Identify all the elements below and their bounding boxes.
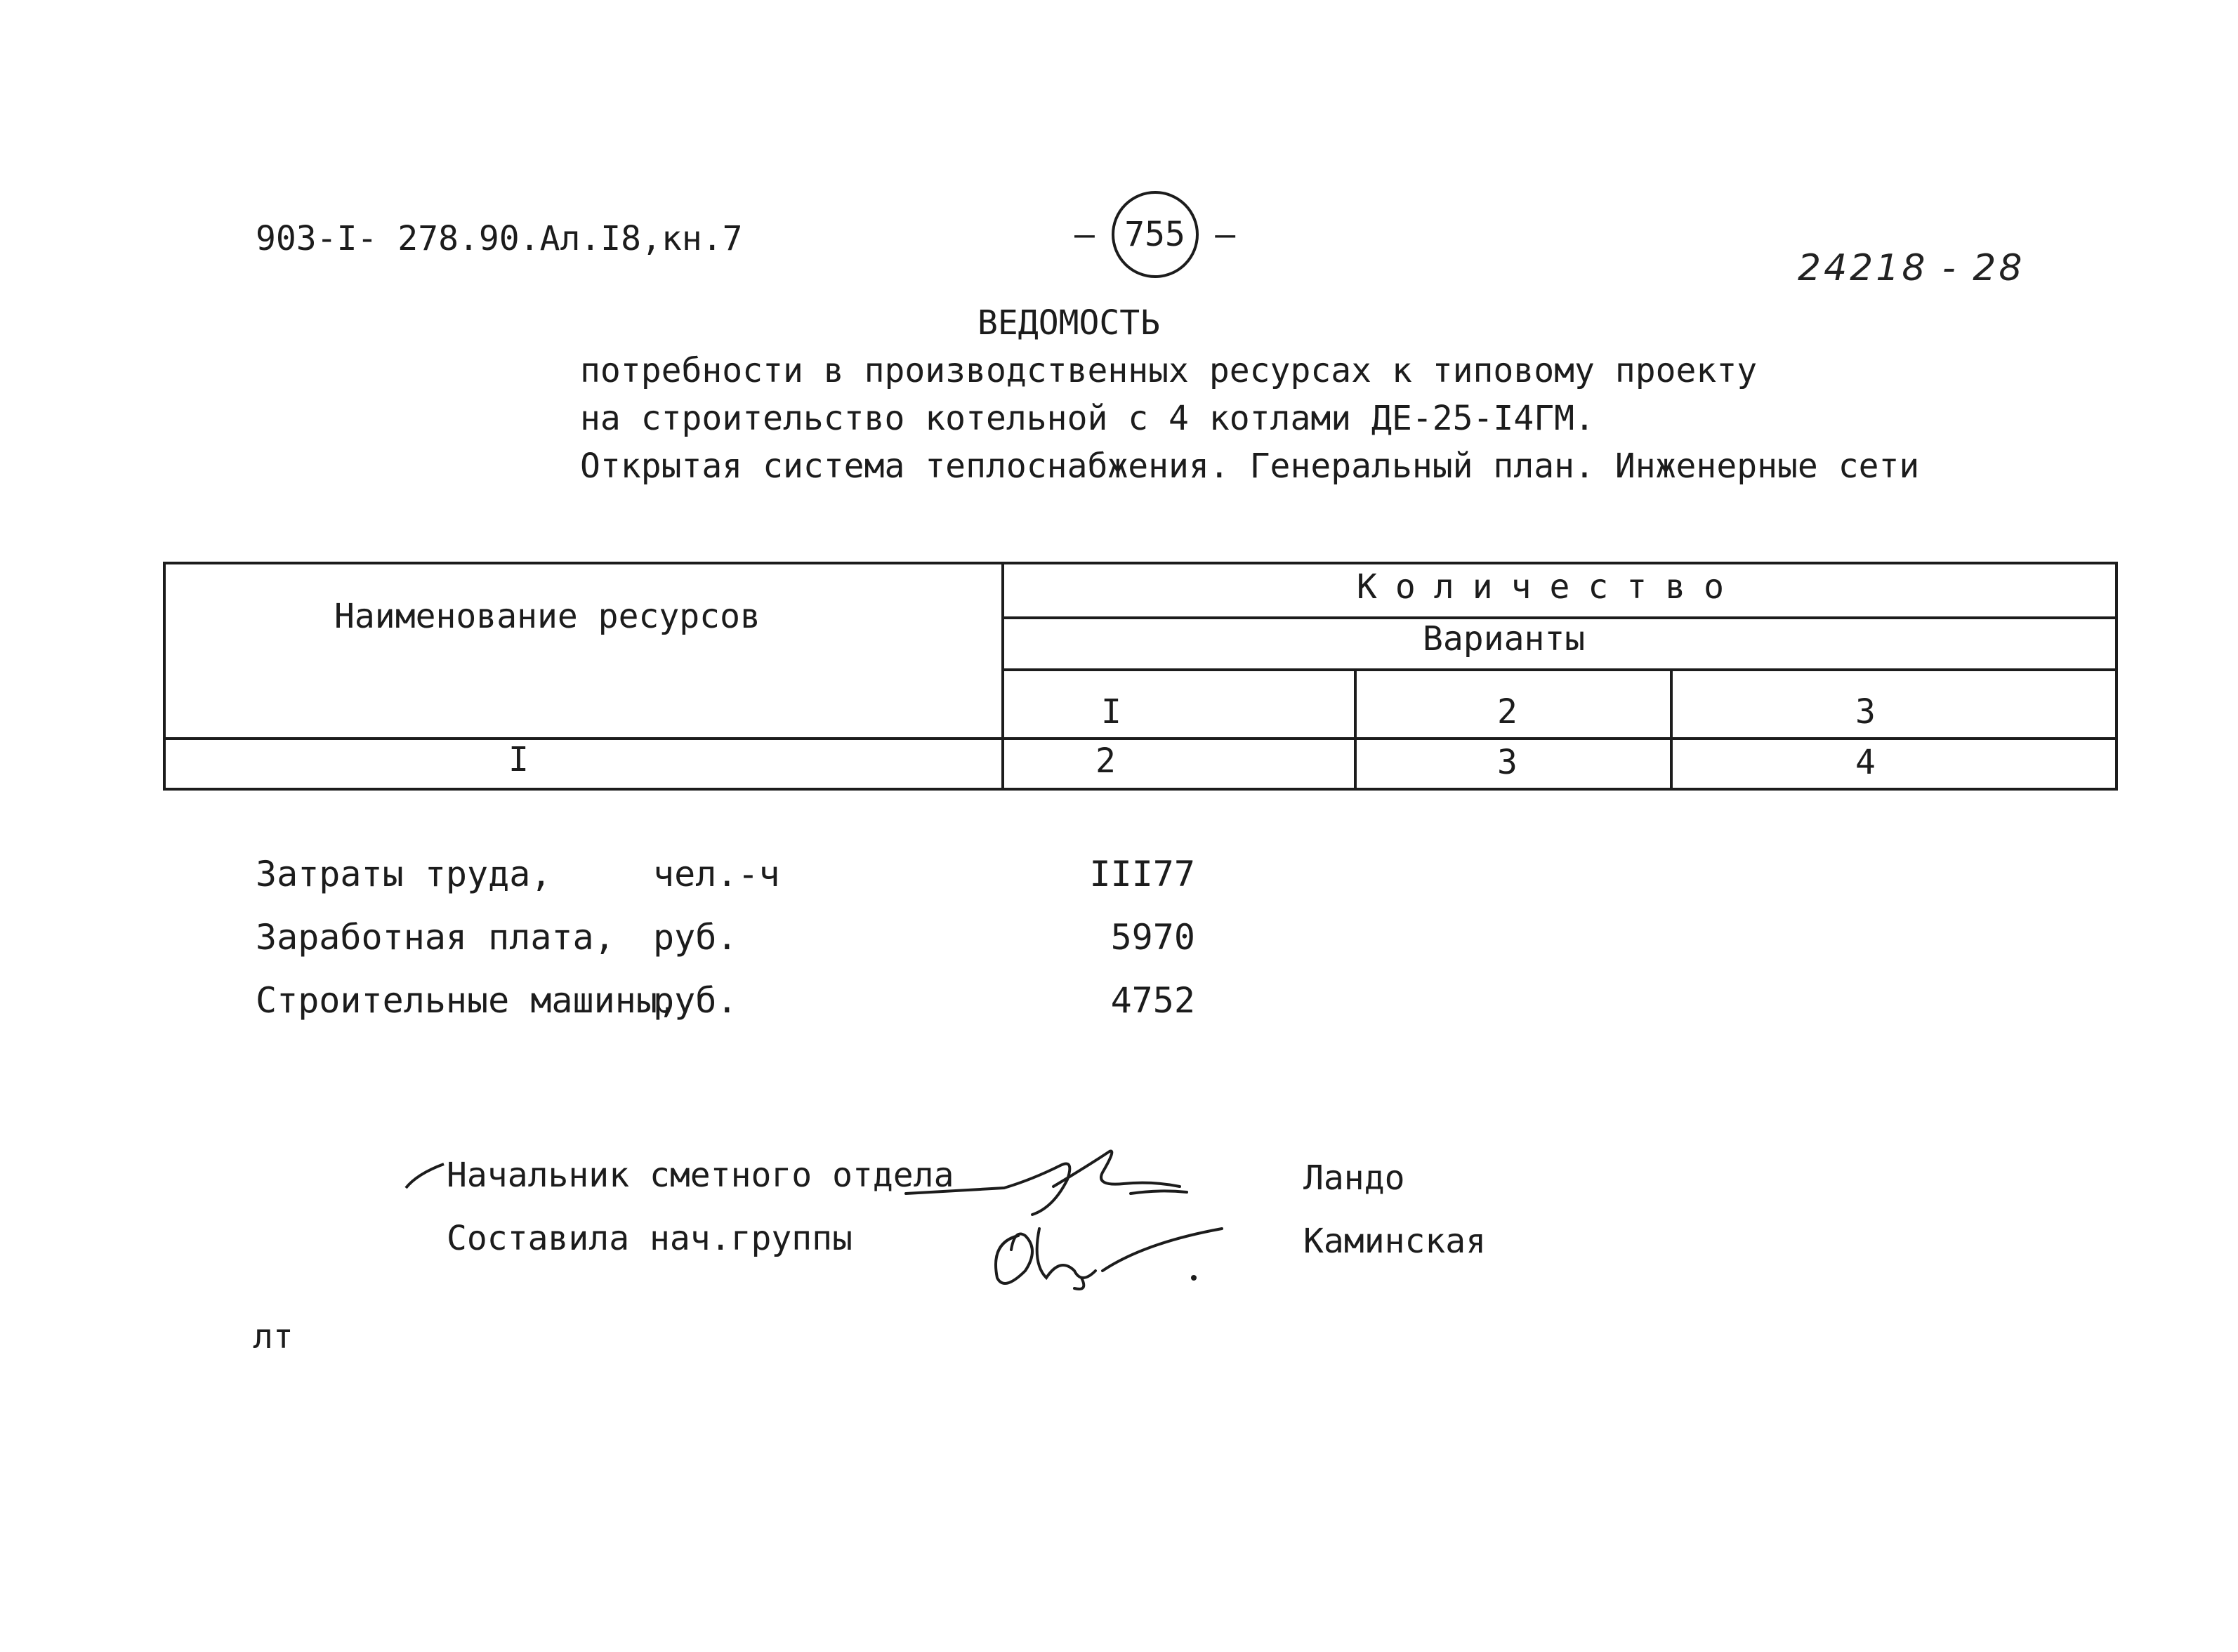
column-number-4: 4 [1855, 743, 1876, 782]
footer-mark: лт [253, 1317, 294, 1356]
table-col-divider-2 [1354, 668, 1357, 788]
header-bottom-rule [166, 737, 2115, 740]
subtitle-line-2: на строительство котельной с 4 котлами ДЕ-25-I4ГМ. [580, 399, 1595, 438]
signature-name-1: Ландо [1303, 1158, 1405, 1198]
variant-number-3: 3 [1855, 692, 1876, 732]
tick-mark [403, 1160, 448, 1191]
page-number: 755 [1112, 191, 1199, 278]
signature-role-2: Составила нач.группы [447, 1219, 853, 1258]
dash-left: – [1074, 215, 1095, 254]
archive-number: 24218 - 28 [1798, 247, 2025, 289]
handwritten-signature-2 [976, 1215, 1243, 1299]
resource-value: III77 [1089, 854, 1195, 894]
resources-table [163, 562, 2118, 791]
resource-unit: чел.-ч [653, 854, 780, 894]
variant-number-2: 2 [1497, 692, 1518, 732]
dash-right: – [1215, 215, 1236, 254]
document-code: 903-I- 278.90.Ал.I8,кн.7 [256, 219, 743, 258]
signature-name-2: Каминская [1303, 1222, 1487, 1261]
document-title: ВЕДОМОСТЬ [978, 303, 1161, 343]
variant-number-1: I [1101, 692, 1121, 732]
resource-name: Заработная плата, [256, 917, 615, 958]
table-col-divider-3 [1670, 668, 1673, 788]
resource-name-header: Наименование ресурсов [334, 597, 761, 636]
resource-value: 4752 [1110, 980, 1195, 1021]
subtitle-line-3: Открытая система теплоснабжения. Генеральный план. Инженерные сети [580, 447, 1920, 486]
resource-value: 5970 [1110, 917, 1195, 958]
handwritten-signature-1 [892, 1137, 1201, 1222]
column-number-2: 2 [1095, 741, 1116, 781]
resource-name: Строительные машины, [256, 980, 679, 1021]
variants-header: Варианты [1423, 619, 1586, 659]
column-number-3: 3 [1497, 743, 1518, 782]
quantity-header: Количество [1357, 567, 1742, 607]
table-top-rule [166, 562, 2115, 564]
column-number-1: I [508, 740, 529, 779]
subtitle-line-1: потребности в производственных ресурсах к типовому проекту [580, 351, 1758, 390]
table-col-divider-1 [1001, 562, 1004, 788]
resource-name: Затраты труда, [256, 854, 552, 894]
variants-rule [1001, 668, 2115, 671]
resource-unit: руб. [653, 917, 738, 958]
resource-unit: руб. [653, 980, 738, 1021]
page-number-block [1074, 191, 1235, 278]
signature-role-1: Начальник сметного отдела [447, 1156, 954, 1195]
